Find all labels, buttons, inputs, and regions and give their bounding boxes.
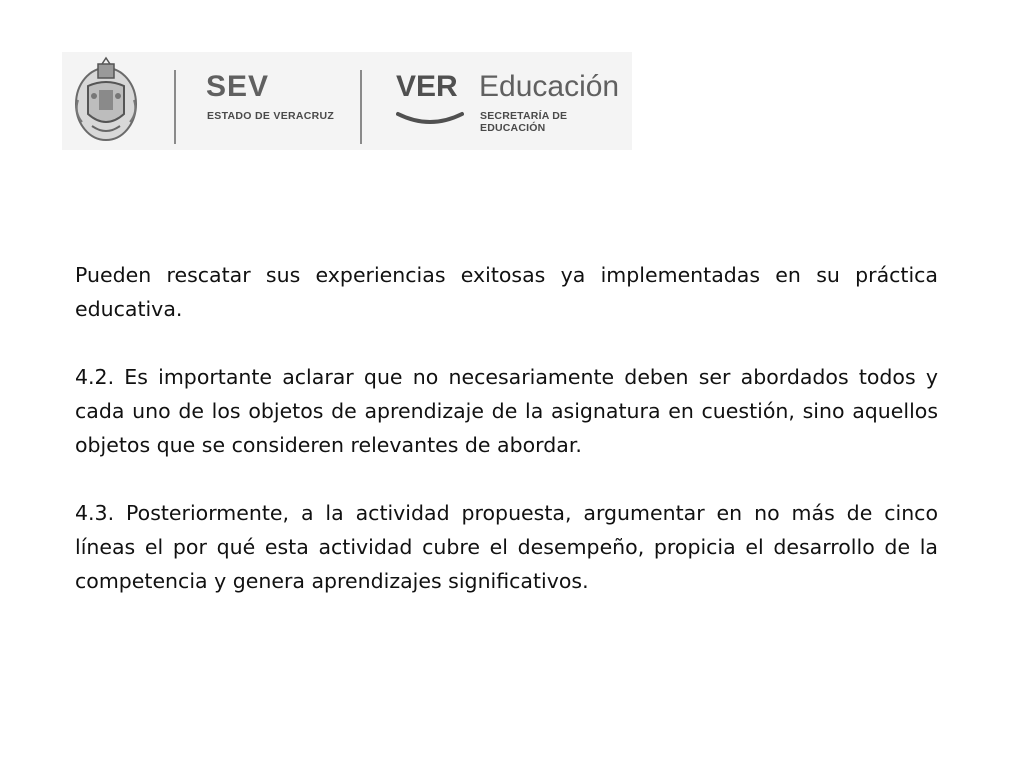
ver-logo-text: VER — [396, 70, 458, 103]
header-logo-banner — [62, 52, 632, 150]
education-subtitle: SECRETARÍA DE EDUCACIÓN — [480, 110, 568, 134]
paragraph: 4.3. Posteriormente, a la actividad propuesta, argumentar en no más de cinco líneas el por qué esta actividad cubre el desempeño, propicia el desarrollo de la competencia y genera aprendizajes significativos. — [75, 501, 938, 593]
document-body — [75, 258, 938, 632]
paragraph: 4.2. Es importante aclarar que no necesariamente deben ser abordados todos y cada uno de los objetos de aprendizaje de la asignatura en cuestión, sino aquellos objetos que se consideren relevantes de abordar. — [75, 365, 938, 457]
logo-divider — [174, 70, 176, 144]
sev-subtitle: ESTADO DE VERACRUZ — [207, 110, 335, 122]
paragraph: Pueden rescatar sus experiencias exitosas ya implementadas en su práctica educativa. — [75, 263, 938, 321]
logo-divider — [360, 70, 362, 144]
ver-swoosh-icon — [396, 108, 464, 128]
sev-logo-text: SEV — [206, 70, 270, 103]
coat-of-arms-icon — [68, 56, 144, 144]
education-logo-text: Educación — [479, 70, 620, 103]
